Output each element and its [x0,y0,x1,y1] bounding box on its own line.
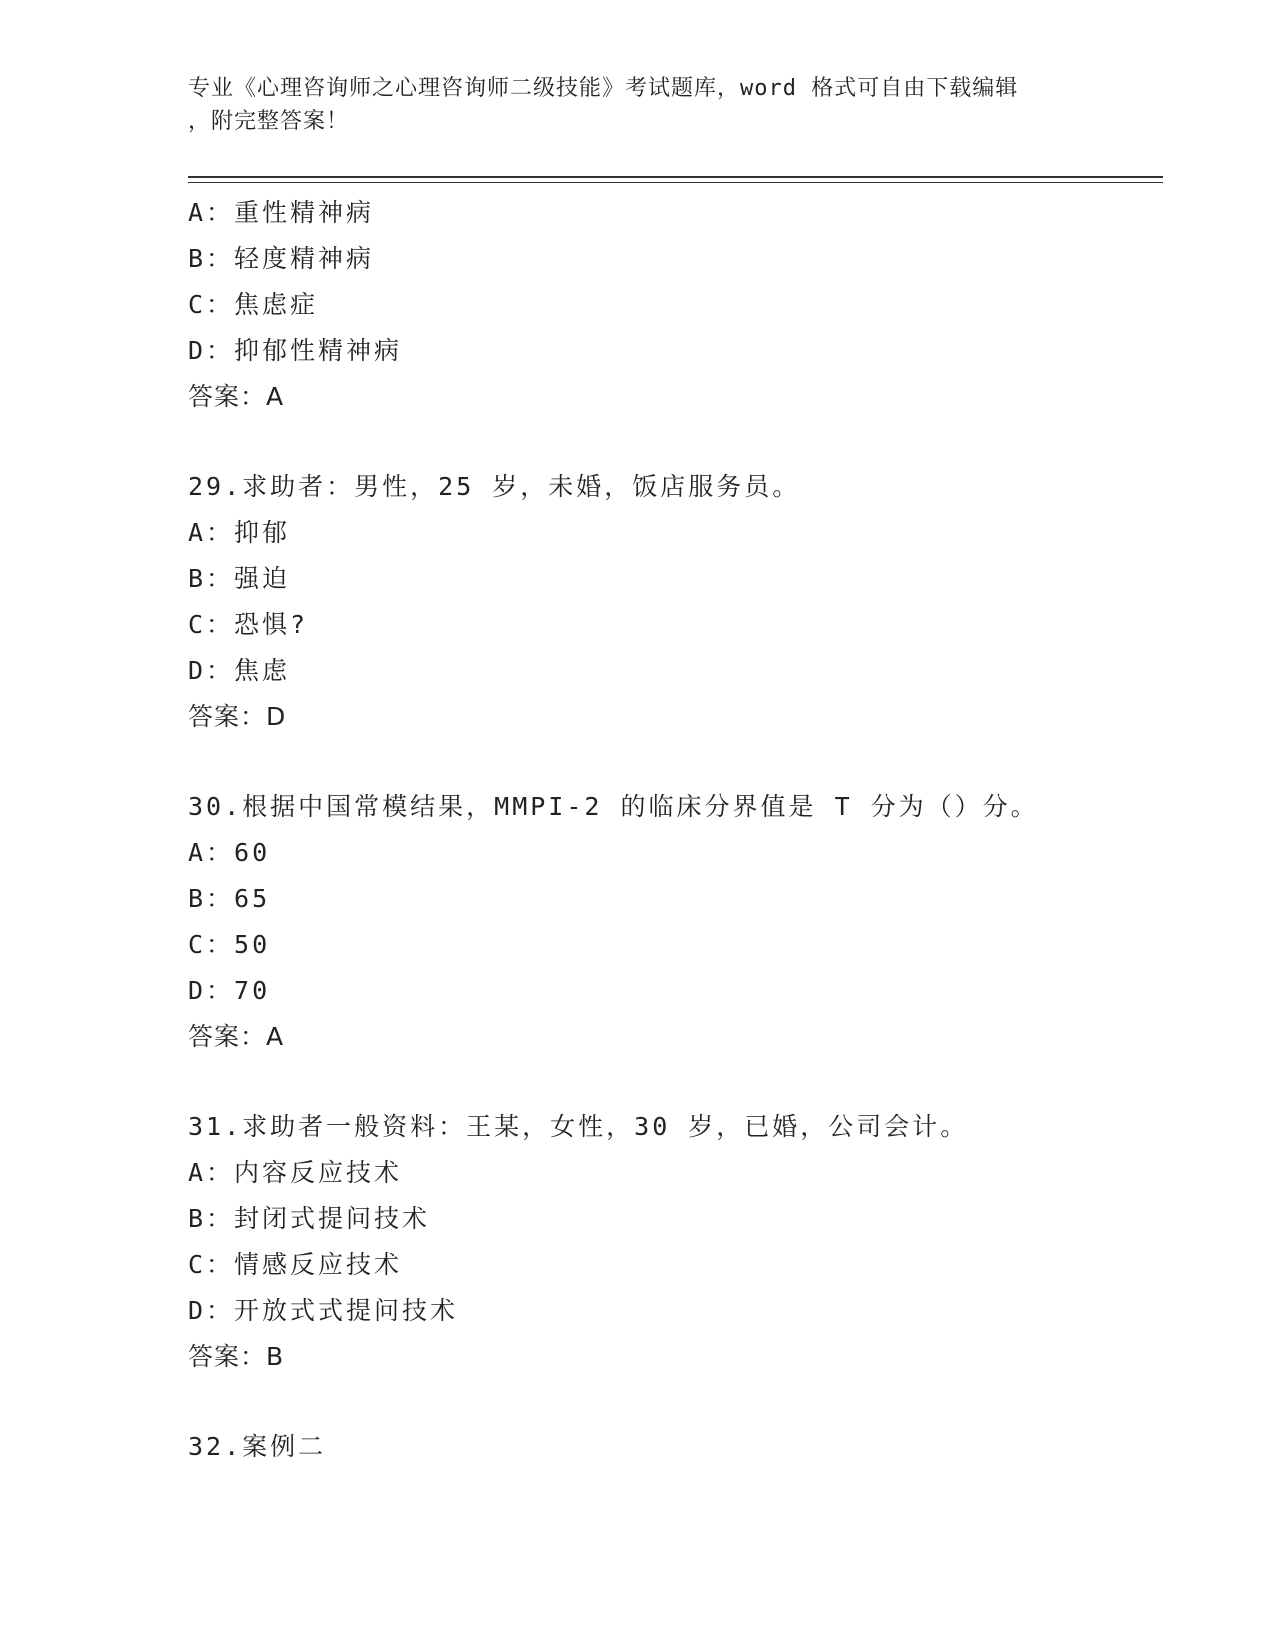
option-d: D：抑郁性精神病 [188,336,403,365]
answer-line: 答案：B [188,1342,285,1371]
option-c: C：焦虑症 [188,290,319,319]
document-header [188,72,1088,138]
question-list [188,190,1168,1470]
option-a: A：重性精神病 [188,198,375,227]
option-b: B：强迫 [188,564,291,593]
answer-line: 答案：D [188,702,287,731]
option-a: A：内容反应技术 [188,1158,403,1187]
option-b: B：封闭式提问技术 [188,1204,431,1233]
option-d: D：70 [188,976,271,1005]
header-line-1: 专业《心理咨询师之心理咨询师二级技能》考试题库，word 格式可自由下载编辑 [188,76,1019,101]
option-a: A：60 [188,838,271,867]
header-line-2: ，附完整答案！ [188,109,350,134]
option-b: B：65 [188,884,271,913]
option-c: C：50 [188,930,271,959]
option-c: C：恐惧? [188,610,309,639]
question-31 [188,1104,1168,1380]
question-29 [188,464,1168,740]
option-b: B：轻度精神病 [188,244,375,273]
header-divider-thick [188,176,1163,178]
option-d: D：开放式式提问技术 [188,1296,459,1325]
question-30 [188,784,1168,1060]
option-a: A：抑郁 [188,518,291,547]
question-28-continued [188,190,1168,420]
option-d: D：焦虑 [188,656,291,685]
question-32 [188,1424,1168,1470]
answer-line: 答案：A [188,1022,285,1051]
option-c: C：情感反应技术 [188,1250,403,1279]
question-stem: 31.求助者一般资料：王某，女性，30 岁，已婚，公司会计。 [188,1112,969,1141]
answer-line: 答案：A [188,382,285,411]
question-stem: 30.根据中国常模结果，MMPI-2 的临床分界值是 T 分为（）分。 [188,792,1039,821]
header-divider-thin [188,182,1163,183]
question-stem: 32.案例二 [188,1432,327,1461]
question-stem: 29.求助者：男性，25 岁，未婚，饭店服务员。 [188,472,801,501]
